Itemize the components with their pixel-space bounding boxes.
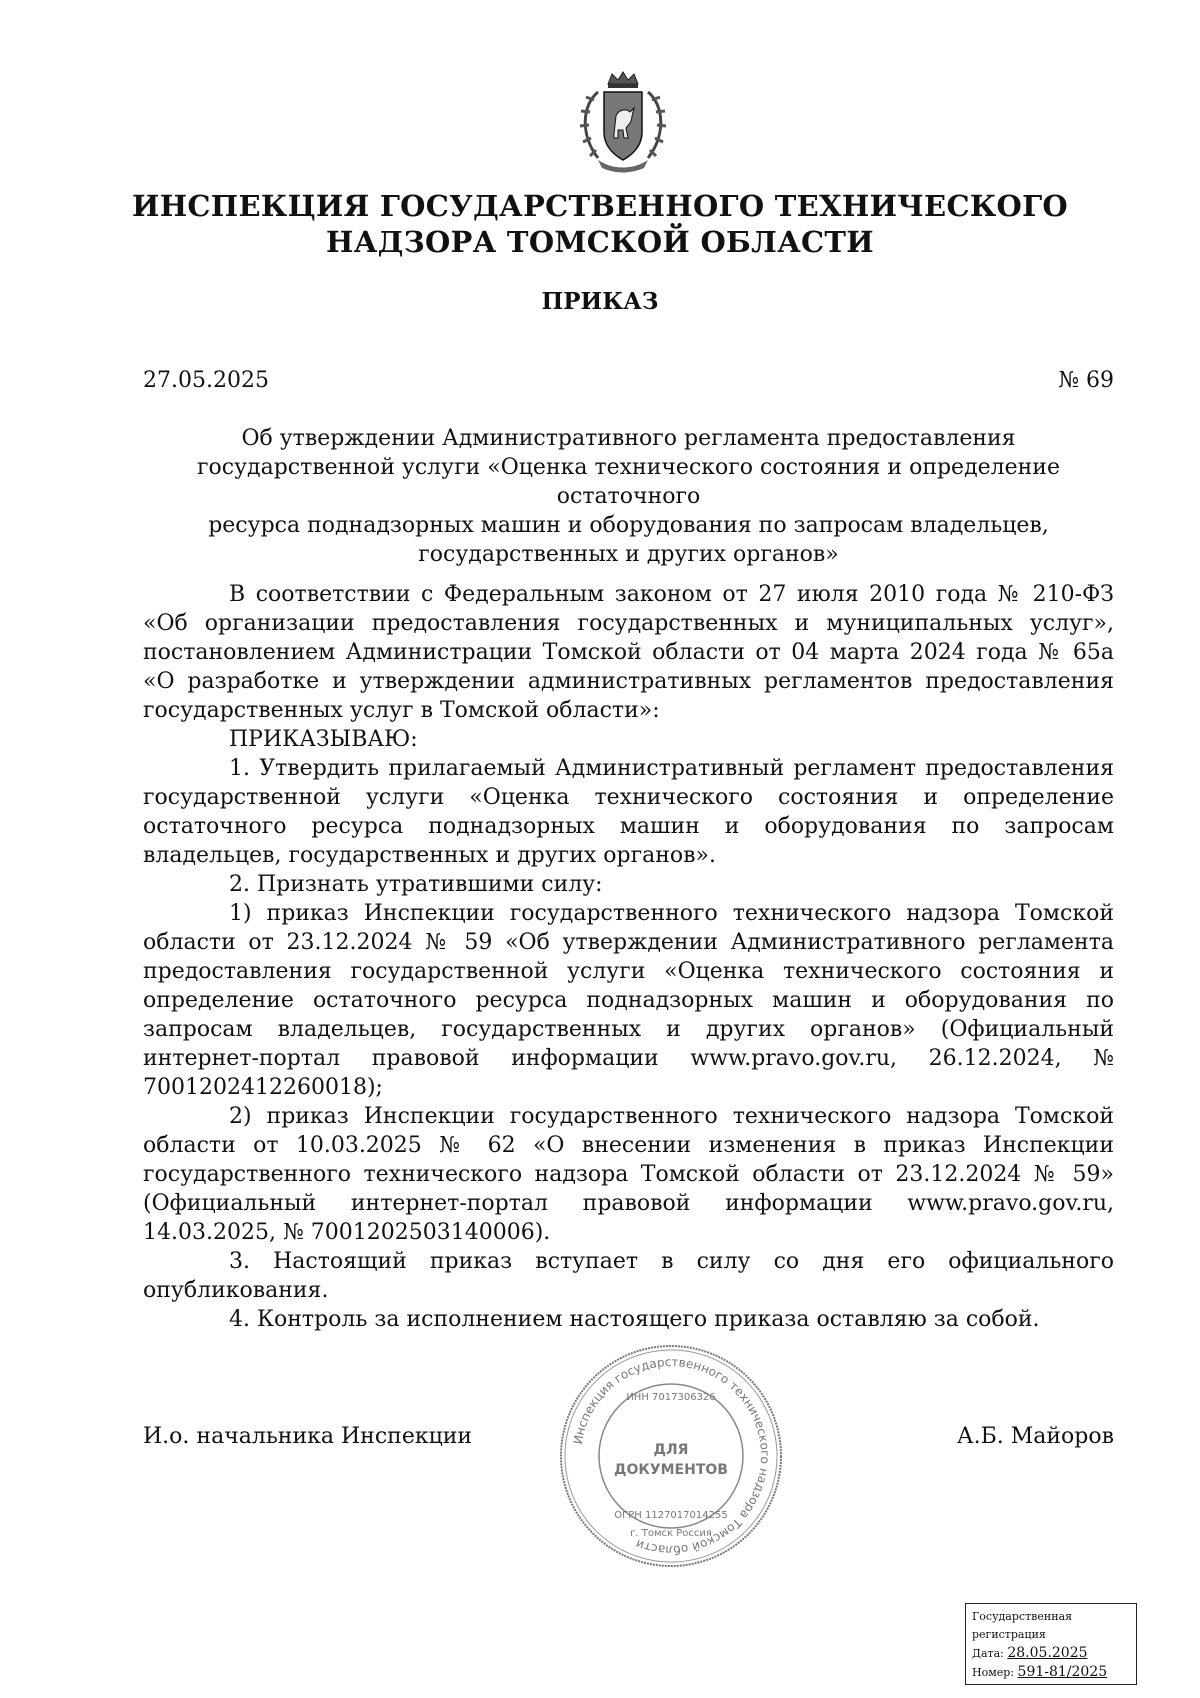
seal-city: г. Томск Россия xyxy=(630,1528,712,1539)
order-item-1: 1. Утвердить прилагаемый Административный регламент предоставления государственной услуги «Оценка технического состояния и определение остаточного ресурса поднадзорных машин и оборудования по запросам владельцев, государственных и других органов». xyxy=(143,756,1114,868)
order-item-2-subitem-2: 2) приказ Инспекции государственного технического надзора Томской области от 10.03.2025 № 62 «О внесении изменения в приказ Инспекции государственного технического надзора Томской области от 23.12.2024 № 59» (Официальный интернет-портал правовой информации www.pravo.gov.ru, 14.03.2025, № 7001202503140006). xyxy=(143,1104,1114,1245)
registration-heading: Государственная регистрация xyxy=(972,1610,1073,1641)
order-subject xyxy=(143,424,1114,569)
registration-number-row xyxy=(972,1663,1130,1682)
official-seal-stamp xyxy=(555,1340,787,1572)
order-body xyxy=(143,580,1114,1334)
subject-line: государственной услуги «Оценка технического состояния и определение остаточного xyxy=(197,455,1060,509)
signatory-name: А.Б. Майоров xyxy=(956,1424,1114,1449)
registration-number-label: Номер: xyxy=(972,1666,1015,1679)
agency-name-line1: ИНСПЕКЦИЯ ГОСУДАРСТВЕННОГО ТЕХНИЧЕСКОГО xyxy=(132,189,1068,223)
registration-date-row xyxy=(972,1644,1130,1663)
order-word: ПРИКАЗЫВАЮ: xyxy=(229,727,418,752)
registration-date-label: Дата: xyxy=(972,1647,1004,1660)
order-item-2: 2. Признать утратившими силу: xyxy=(229,872,603,897)
order-date: 27.05.2025 xyxy=(143,368,269,393)
seal-center-line2: ДОКУМЕНТОВ xyxy=(614,1462,728,1478)
signatory-title: И.о. начальника Инспекции xyxy=(143,1424,473,1449)
preamble-paragraph: В соответствии с Федеральным законом от 27 июля 2010 года № 210-ФЗ «Об организации предоставления государственных и муниципальных услуг», постановлением Администрации Томской области от 04 марта 2024 года № 65а «О разработке и утверждении административных регламентов предоставления государственных услуг в Томской области»: xyxy=(143,582,1114,723)
registration-box xyxy=(965,1603,1137,1685)
seal-inn: ИНН 7017306326 xyxy=(626,1392,716,1403)
order-item-4: 4. Контроль за исполнением настоящего приказа оставляю за собой. xyxy=(229,1307,1040,1332)
subject-line: государственных и других органов» xyxy=(418,542,839,567)
coat-of-arms-icon xyxy=(568,70,678,175)
subject-line: ресурса поднадзорных машин и оборудования по запросам владельцев, xyxy=(208,513,1049,538)
registration-date-value: 28.05.2025 xyxy=(1007,1645,1088,1661)
order-item-3: 3. Настоящий приказ вступает в силу со дня его официального опубликования. xyxy=(143,1249,1114,1303)
order-item-2-subitem-1: 1) приказ Инспекции государственного технического надзора Томской области от 23.12.2024 № 59 «Об утверждении Административного регламента предоставления государственной услуги «Оценка технического состояния и определение остаточного ресурса поднадзорных машин и оборудования по запросам владельцев, государственных и других органов» (Официальный интернет-портал правовой информации www.pravo.gov.ru, 26.12.2024, № 7001202412260018); xyxy=(143,901,1114,1100)
seal-center-line1: ДЛЯ xyxy=(653,1442,689,1458)
agency-name-line2: НАДЗОРА ТОМСКОЙ ОБЛАСТИ xyxy=(326,225,874,259)
seal-ogrn: ОГРН 1127017014255 xyxy=(614,1510,728,1521)
order-number: № 69 xyxy=(1058,368,1114,393)
subject-line: Об утверждении Административного регламента предоставления xyxy=(241,426,1016,451)
seal-ring-text: Инспекция государственного технического надзора Томской области xyxy=(570,1354,773,1558)
document-type-title: ПРИКАЗ xyxy=(541,288,659,315)
registration-number-value: 591-81/2025 xyxy=(1017,1664,1108,1680)
